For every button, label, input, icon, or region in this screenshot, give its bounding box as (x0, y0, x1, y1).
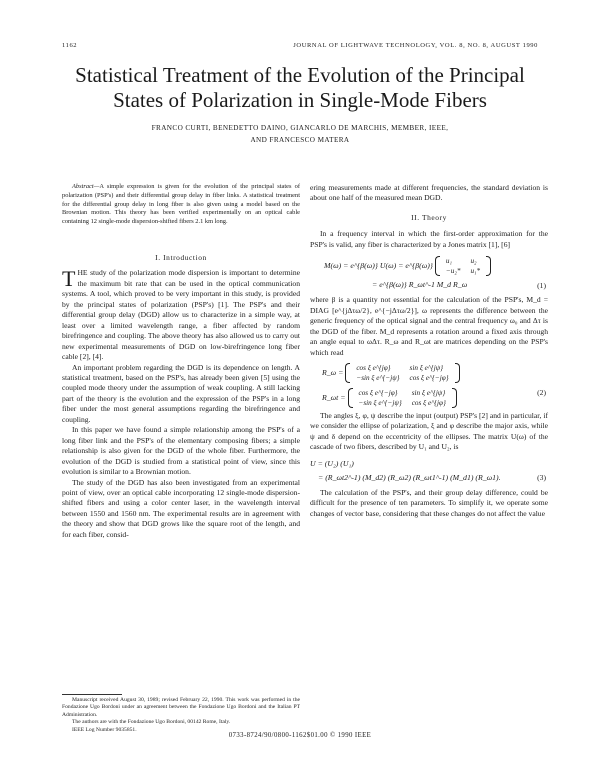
title-line-1: Statistical Treatment of the Evolution of the Principal (75, 63, 525, 87)
eq2-number: (2) (537, 387, 546, 397)
authors-line-2: AND FRANCESCO MATERA (250, 136, 350, 144)
intro-paragraph-1: HE study of the polarization mode dispersion is important to determine the maximum bit rate that can be used in the optical communication systems. A tool, which proved to be very important in this study, is provided by the principal states of polarization (PSP's) [1]. The PSP's and their differential group delay (DGD) allow us to characterize in a simple way, at least over a limited wavelength range, a fiber affected by random birefringence and coupling. The above theory has also allowed us to carry out new experimental measurements of DGD on low-birefringence long fiber cable [2], [4]. (62, 268, 300, 362)
eq1-line-2: = e^{β(ω)} R_ωt^-1 M_d R_ω (372, 280, 468, 290)
eq2-a21: −sin ξ e^{−jψ} (356, 373, 400, 382)
intro-heading: I. Introduction (155, 253, 207, 262)
footnote-rule (62, 694, 122, 695)
authors-line-1: FRANCO CURTI, BENEDETTO DAINO, GIANCARLO DE MARCHIS, MEMBER, IEEE, (151, 124, 449, 132)
copyright-line: 0733-8724/90/0800-1162$01.00 © 1990 IEEE (228, 732, 372, 739)
footnote-received: Manuscript received August 30, 1989; revised February 22, 1990. This work was performed in the Fondazione Ugo Bordoni under an agreement between the Fondazione Ugo Bordoni and the Italian PT Administration. (62, 697, 300, 718)
eq3-a22: cos ξ e^{jφ} (411, 398, 446, 407)
theory-paragraph-4: The calculation of the PSP's, and their group delay difference, could be difficult for the presence of ten parameters. To simplify it, we operate some changes of vector base, considering that these changes do not affect the value (310, 487, 548, 518)
eq2-lhs: R_ω = (322, 367, 344, 377)
eq1-lhs: M(ω) = e^{β(ω)} U(ω) = e^{β(ω)} (324, 261, 433, 271)
theory-heading: II. Theory (411, 212, 447, 222)
eq1-m22: u₁* (470, 267, 481, 276)
eq3-matrix (348, 388, 457, 408)
eq2-matrix (345, 363, 459, 383)
eq3-a12: sin ξ e^{jψ} (411, 388, 446, 397)
eq3-number: (3) (537, 473, 546, 483)
right-column (310, 183, 548, 519)
eq3-a21: −sin ξ e^{−jψ} (358, 398, 402, 407)
equation-2 (322, 363, 548, 408)
footnote (62, 697, 300, 734)
footnote-log: IEEE Log Number 9035851. (72, 726, 137, 733)
footnote-affiliation: The authors are with the Fondazione Ugo Bordoni, 00142 Rome, Italy. (72, 719, 231, 726)
journal-header: JOURNAL OF LIGHTWAVE TECHNOLOGY, VOL. 8, NO. 8, AUGUST 1990 (293, 42, 538, 49)
continued-paragraph: ering measurements made at different frequencies, the standard deviation is about one half of the measured mean DGD. (310, 183, 548, 203)
page-number: 1162 (62, 42, 78, 49)
abstract-lead: Abstract— (72, 183, 100, 190)
title-line-2: States of Polarization in Single-Mode Fibers (113, 88, 487, 112)
eq3-a11: cos ξ e^{−jφ} (358, 388, 398, 397)
eq2-a12: sin ξ e^{jψ} (409, 363, 444, 372)
paper-title (40, 63, 560, 113)
eq3-line-1: U = (U₂) (U₁) (310, 458, 354, 468)
eq3-line-2: = (R_ωt2^-1) (M_d2) (R_ω2) (R_ωt1^-1) (M_d1) (R_ω1). (318, 472, 501, 482)
eq2-a11: cos ξ e^{jφ} (356, 363, 391, 372)
author-list (70, 122, 530, 146)
theory-paragraph-1: In a frequency interval in which the first-order approximation for the PSP's is valid, any fiber is characterized by a Jones matrix [1], [6] (310, 229, 548, 249)
drop-cap: T (62, 266, 76, 292)
eq1-m21: −u₂* (445, 267, 461, 276)
eq2-a22: cos ξ e^{−jφ} (409, 373, 449, 382)
theory-paragraph-2: where β is a quantity not essential for the calculation of the PSP's, M_d = DIAG [e^{jΔτω/2}, e^{−jΔτω/2}], ω represents the difference between the generic frequency of the optical signal and the central frequency ω₀ and Δτ is the DGD of the fiber. M_d represents a rotation around a fixed axis through an angle equal to ωΔτ. R_ω and R_ωt are matrices depending on the PSP's which read (310, 295, 548, 357)
intro-paragraph-2: An important problem regarding the DGD is its dependence on length. A statistical treatment, based on the PSP's, has already been given [5] using the coupled mode theory under the assumption of weak coupling. A still lacking part of the theory is the evolution and the expression of the PSP's in a long fiber under the most general assumptions regarding the birefringence and coupling. (62, 362, 300, 424)
equation-3 (310, 458, 548, 484)
eq1-m11: u₁ (445, 257, 452, 266)
eq1-number: (1) (537, 280, 546, 290)
equation-1 (324, 256, 548, 291)
theory-paragraph-3: The angles ξ, φ, ψ describe the input (output) PSP's [2] and in particular, if we consider the ellipse of polarization, ξ and φ describe the major axis, while ψ and δ depend on the eccentricity of the ellipses. The matrix U(ω) of the cascade of two fibers, described by U₁ and U₂, is (310, 410, 548, 452)
abstract-text: A simple expression is given for the evolution of the principal states of polarization (PSP's) and their differential group delay in fiber links. A statistical treatment for the differential group delay in long fiber is also given using a model based on the Brownian motion. This theory has been verified experimentally on an optical cable containing 12 single-mode dispersion-shifted fibers 2.1 km long. (62, 183, 300, 226)
intro-paragraph-4: The study of the DGD has also been investigated from an experimental point of view, over an optical cable incorporating 12 single-mode dispersion-shifted fibers and using a color center laser, in the wavelength interval between 1550 and 1560 nm. The experimental results are in agreement with the theory and show that DGD grows like the square root of the length, and for each fiber, consid- (62, 477, 300, 539)
intro-paragraph-3: In this paper we have found a simple relationship among the PSP's of a long fiber link and the PSP's of the elementary composing fibers; a simple relationship is also given for the DGD of the whole fiber. Furthermore, the evolution of the DGD is studied from a statistical point of view, since this evolution is similar to a Brownian motion. (62, 425, 300, 477)
eq1-matrix (435, 256, 491, 276)
eq3-lhs: R_ωt = (322, 392, 346, 402)
introduction-section (62, 253, 300, 540)
eq1-m12: u₂ (470, 257, 477, 266)
abstract (62, 183, 300, 227)
